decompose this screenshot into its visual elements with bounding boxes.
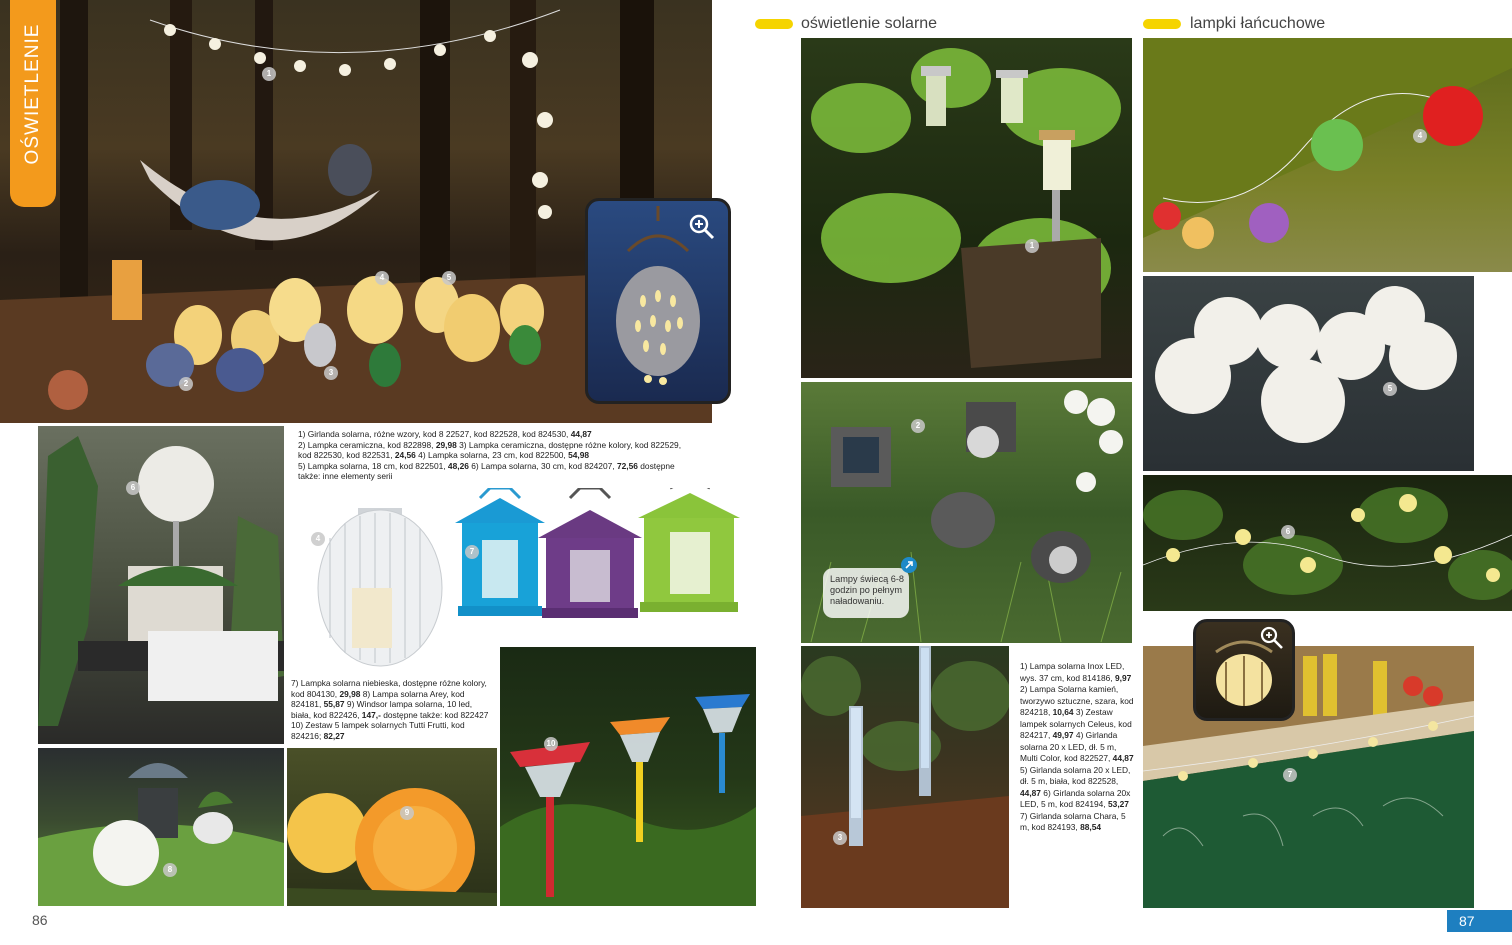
marker-r6: 6 (1281, 525, 1295, 539)
marker-r4: 4 (1413, 129, 1427, 143)
product-cutouts (290, 488, 740, 668)
r-item-3-text: 3) Zestaw lampek solarnych Celeus, kod 824217, (1020, 707, 1132, 740)
header-solar-lighting: oświetlenie solarne (801, 15, 938, 32)
item-2-text: 2) Lampka ceramiczna, kod 822898, (298, 439, 436, 450)
r-item-7-price: 88,54 (1080, 822, 1102, 832)
r-item-4-price: 44,87 (1112, 753, 1134, 763)
product-list-right (1020, 661, 1134, 834)
callout-arrow-icon (901, 557, 917, 573)
marker-2: 2 (179, 377, 193, 391)
r-item-2-text: 2) Lampa Solarna kamień, tworzywo sztuczne, szara, kod 824218, (1020, 684, 1134, 717)
zoom-in-icon[interactable] (688, 213, 716, 241)
item-10-price: 82,27 (323, 730, 345, 741)
r-item-4-text: 4) Girlanda solarna 20 x LED, dł. 5 m, Multi Color, kod 822527, (1020, 730, 1118, 763)
photo-stone-lights (801, 382, 1132, 643)
photo-balcony-lamp (38, 426, 284, 744)
marker-4-cutout: 4 (311, 532, 325, 546)
page-number-right-tab (1447, 910, 1512, 932)
photo-color-lanterns (1143, 38, 1512, 272)
item-3-text: 3) Lampka ceramiczna, dostępne różne kolory, kod 822529, kod 822530, kod 822531, (298, 439, 682, 461)
r-item-1-price: 9,97 (1114, 672, 1132, 683)
item-6-note: dostępne także: inne elementy serii (298, 460, 675, 482)
r-item-7-text: 7) Girlanda solarna Chara, 5 m, kod 824193, (1020, 810, 1126, 832)
item-4-price: 54,98 (568, 450, 590, 461)
photo-solar-stake-plants (801, 38, 1132, 378)
marker-8: 8 (163, 863, 177, 877)
item-9-text: 9) Windsor lampa solarna, 10 led, biała, kod 822426, (291, 699, 473, 720)
photo-stake-lights (500, 647, 756, 906)
marker-4: 4 (375, 271, 389, 285)
r-item-5-text: 5) Girlanda solarna 20 x LED, dł. 5 m, biała, kod 822528, (1020, 764, 1131, 786)
marker-r2: 2 (911, 419, 925, 433)
r-item-6-price: 53,27 (1108, 799, 1129, 809)
item-5-text: 5) Lampka solarna, 18 cm, kod 822501, (298, 460, 448, 471)
photo-glow-ball (38, 748, 284, 906)
photo-fairy-lights (1143, 475, 1512, 611)
section-side-tab (10, 0, 56, 207)
item-7-text: 7) Lampka solarna niebieska, dostępne różne kolory, kod 804130, (291, 678, 487, 699)
product-list-top (298, 429, 688, 482)
r-item-3-price: 49,97 (1052, 730, 1074, 740)
item-1-price: 44,87 (570, 429, 592, 439)
header-string-lights: lampki łańcuchowe (1190, 15, 1326, 32)
item-6-price: 72,56 (616, 460, 638, 471)
header-accent-string (1143, 19, 1181, 29)
item-10-text: dostępne także: kod 822427 10) Zestaw 5 lampek solarnych Tutti Frutti, kod 824216; (291, 709, 489, 741)
r-item-6-text: 6) Girlanda solarna 20x LED, 5 m, kod 824194, (1020, 787, 1131, 809)
marker-r7: 7 (1283, 768, 1297, 782)
photo-white-lanterns (1143, 276, 1474, 471)
item-3-price: 24,56 (394, 450, 416, 461)
callout-box (823, 568, 909, 618)
r-item-1-text: 1) Lampa solarna Inox LED, wys. 37 cm, kod 814186, (1020, 661, 1125, 683)
photo-woven-balls (287, 748, 497, 906)
marker-3: 3 (324, 366, 338, 380)
marker-6: 6 (126, 481, 140, 495)
marker-9: 9 (400, 806, 414, 820)
zoom-in-icon-2[interactable] (1260, 626, 1284, 650)
product-list-bottom (291, 678, 493, 742)
r-item-2-price: 10,64 (1052, 707, 1074, 717)
item-7-price: 29,98 (339, 688, 361, 699)
marker-r5: 5 (1383, 382, 1397, 396)
item-1-text: 1) Girlanda solarna, różne wzory, kod 8 22527, kod 822528, kod 824530, (298, 429, 571, 439)
marker-r3: 3 (833, 831, 847, 845)
page-number-left: 86 (32, 912, 48, 928)
item-9-price: 147,- (361, 709, 381, 720)
marker-10: 10 (544, 737, 558, 751)
zoom-inset-ceramic-lamp[interactable] (585, 198, 731, 404)
item-8-price: 55,87 (323, 699, 345, 710)
zoom-inset-chara-lamp[interactable] (1193, 619, 1295, 721)
photo-crystal-stakes (801, 646, 1009, 908)
callout-text: Lampy świecą 6-8 godzin po pełnym naładowaniu. (830, 574, 905, 606)
page-number-right: 87 (1459, 913, 1475, 929)
marker-5: 5 (442, 271, 456, 285)
marker-r1: 1 (1025, 239, 1039, 253)
r-item-5-price: 44,87 (1020, 787, 1041, 798)
marker-1: 1 (262, 67, 276, 81)
item-5-price: 48,26 (447, 460, 469, 471)
item-8-text: 8) Lampa solarna Arey, kod 824181, (291, 688, 465, 710)
item-4-text: 4) Lampka solarna, 23 cm, kod 822500, (415, 450, 569, 461)
marker-7-cutout: 7 (465, 545, 479, 559)
item-6-text: 6) Lampa solarna, 30 cm, kod 824207, (468, 460, 617, 471)
header-accent-solar (755, 19, 793, 29)
item-2-price: 29,98 (435, 439, 457, 450)
section-side-tab-label: OŚWIETLENIE (22, 23, 43, 165)
